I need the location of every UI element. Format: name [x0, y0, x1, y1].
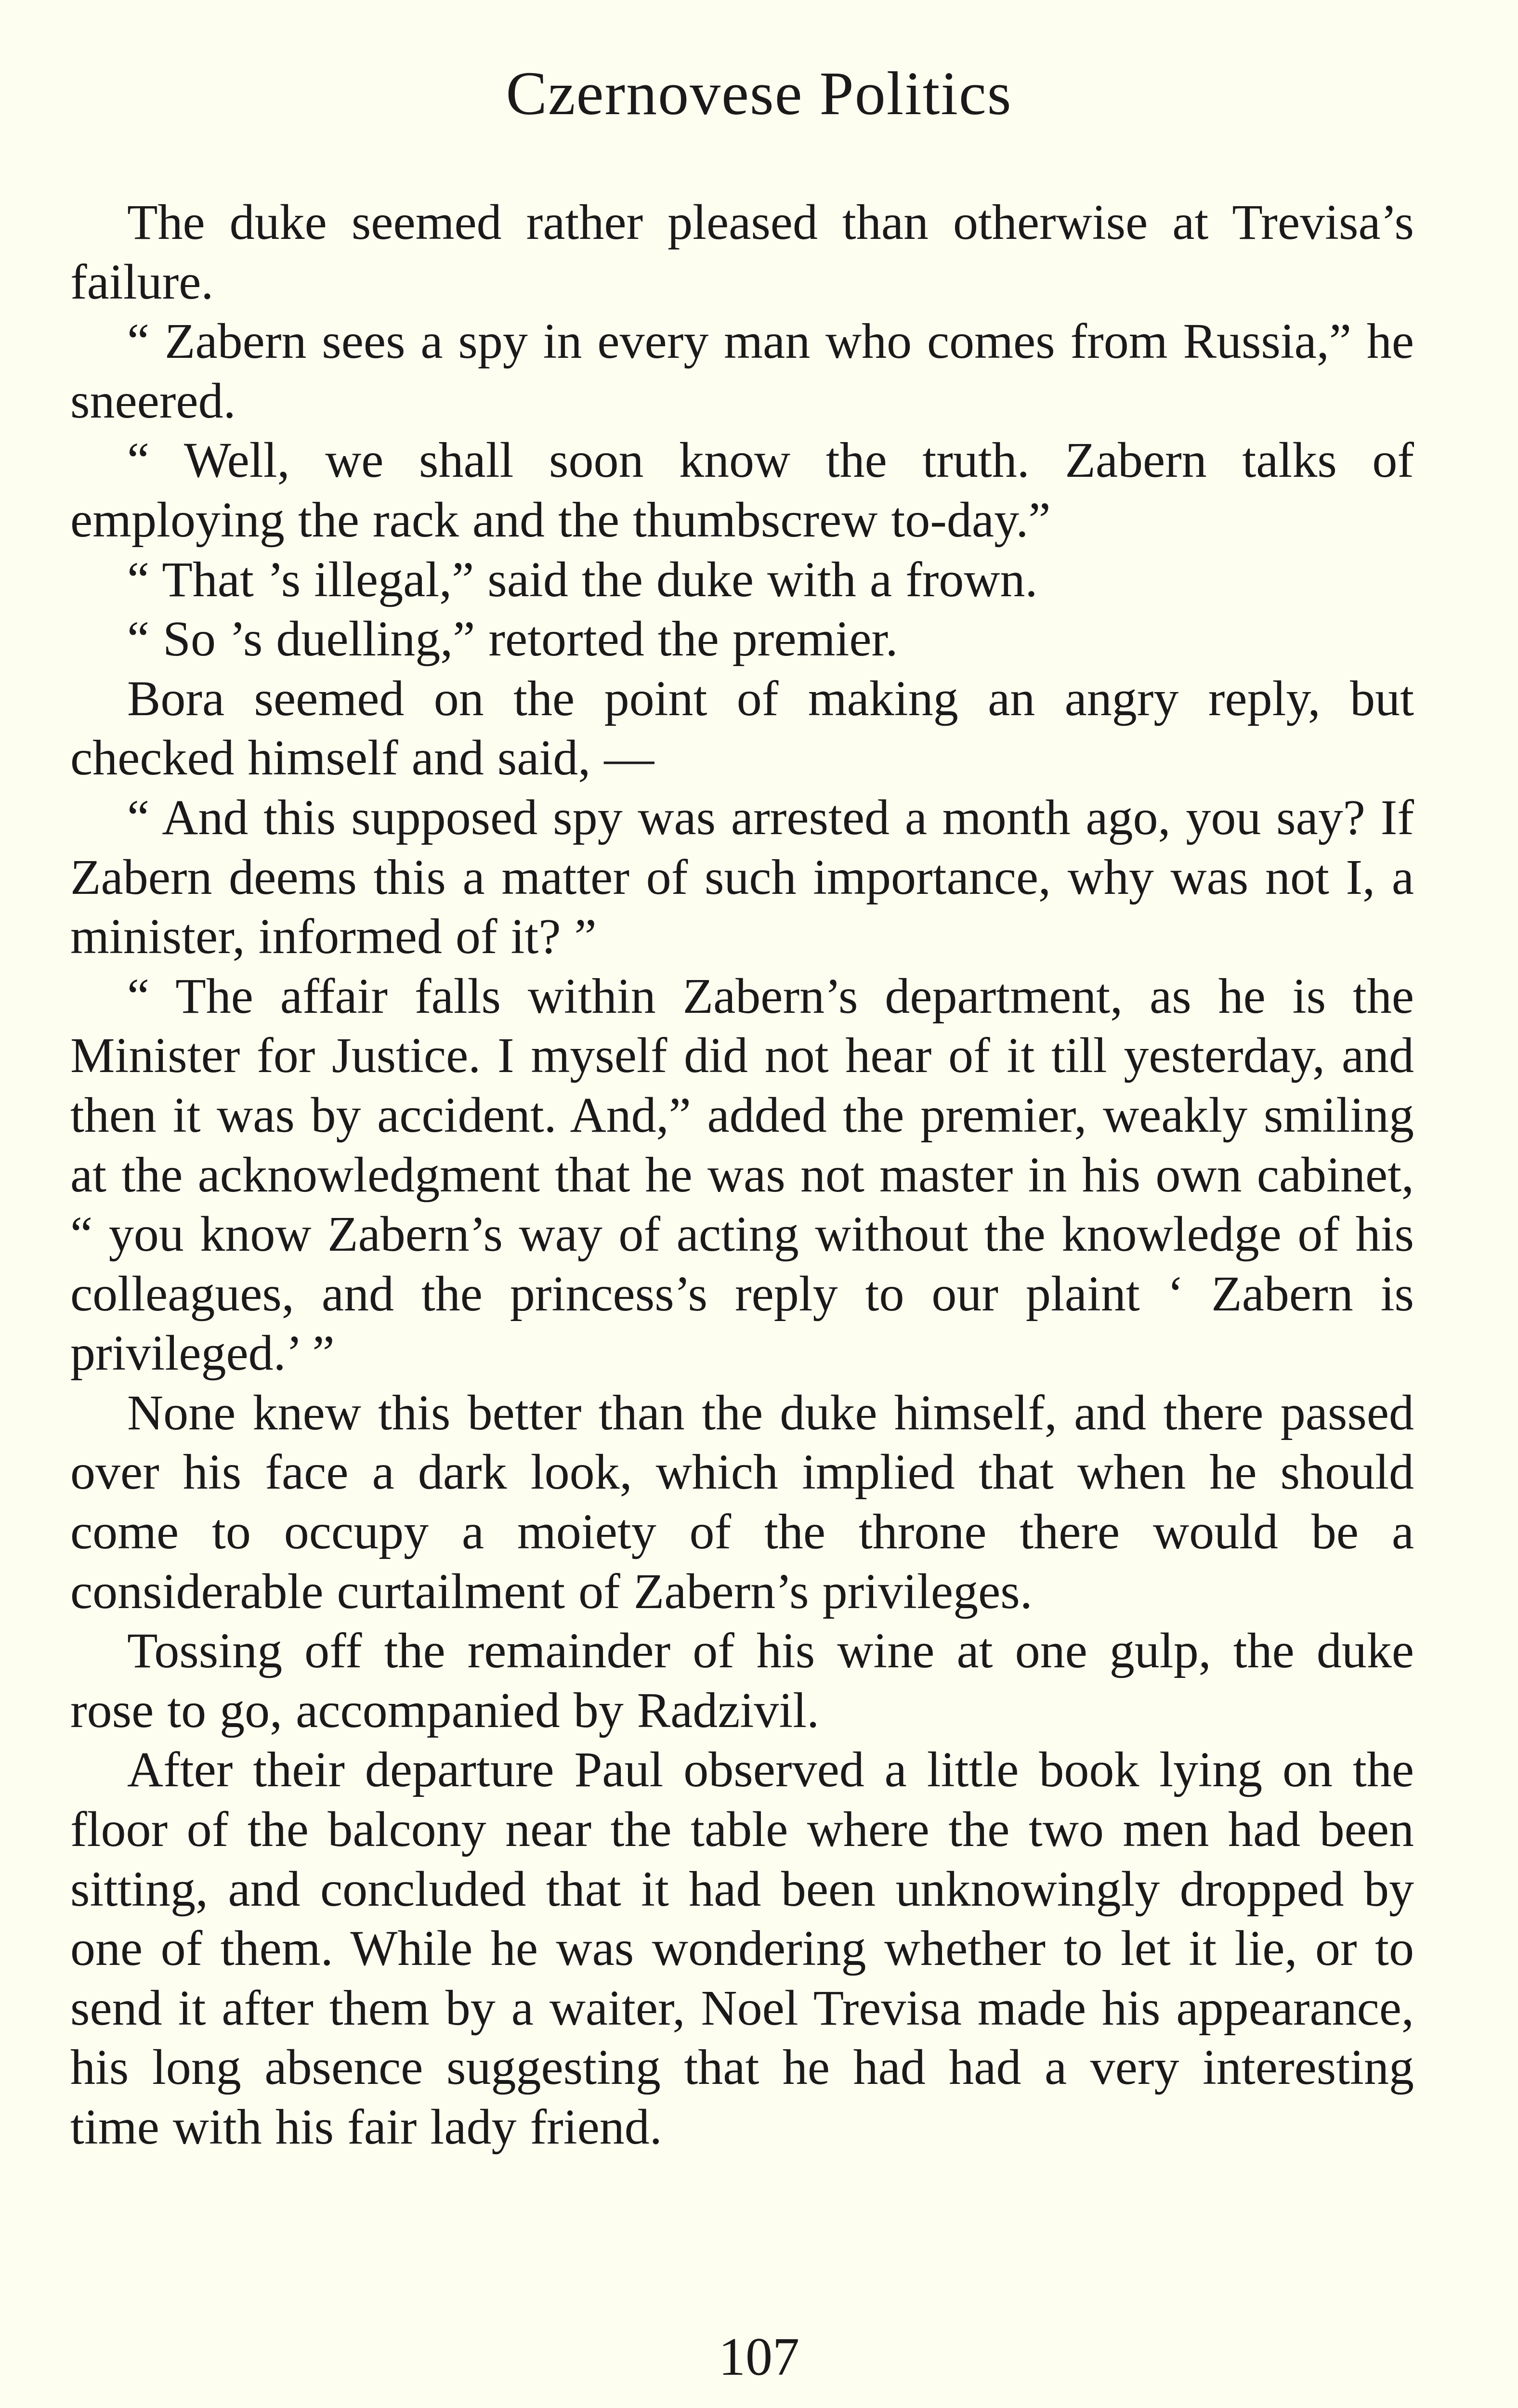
paragraph: “ Well, we shall soon know the truth. Zabern talks of employing the rack and the thumbscrew to-day.” — [70, 432, 1414, 548]
body-text — [70, 193, 1414, 2157]
paragraph: “ The affair falls within Zabern’s department, as he is the Minister for Justice. I myself did not hear of it till yesterday, and then it was by accident. And,” added the premier, weakly smiling at the acknowledgment that he was not master in his own cabinet, “ you know Zabern’s way of acting without the knowledge of his colleagues, and the princess’s reply to our plaint ‘ Zabern is privileged.’ ” — [70, 968, 1414, 1381]
paragraph: “ That ’s illegal,” said the duke with a frown. — [127, 551, 1038, 607]
paragraph: “ And this supposed spy was arrested a month ago, you say? If Zabern deems this a matter of such importance, why was not I, a minister, informed of it? ” — [70, 789, 1414, 965]
paragraph: Tossing off the remainder of his wine at one gulp, the duke rose to go, accompanied by Radzivil. — [70, 1623, 1414, 1738]
page-number: 107 — [719, 2327, 799, 2387]
running-head: Czernovese Politics — [506, 59, 1012, 128]
paragraph: “ So ’s duelling,” retorted the premier. — [127, 611, 898, 667]
paragraph: The duke seemed rather pleased than otherwise at Trevisa’s failure. — [70, 195, 1414, 310]
paragraph: Bora seemed on the point of making an angry reply, but checked himself and said, — — [70, 670, 1414, 786]
paragraph: After their departure Paul observed a little book lying on the floor of the balcony near the table where the two men had been sitting, and concluded that it had been unknowingly dropped by one of them. While he was wondering whether to let it lie, or to send it after them by a waiter, Noel Trevisa made his appearance, his long absence suggesting that he had had a very interesting time with his fair lady friend. — [70, 1742, 1414, 2155]
paragraph: “ Zabern sees a spy in every man who comes from Russia,” he sneered. — [70, 314, 1414, 429]
paragraph: None knew this better than the duke himself, and there passed over his face a dark look, which implied that when he should come to occupy a moiety of the throne there would be a considerable curtailment of Zabern’s privileges. — [70, 1385, 1414, 1619]
